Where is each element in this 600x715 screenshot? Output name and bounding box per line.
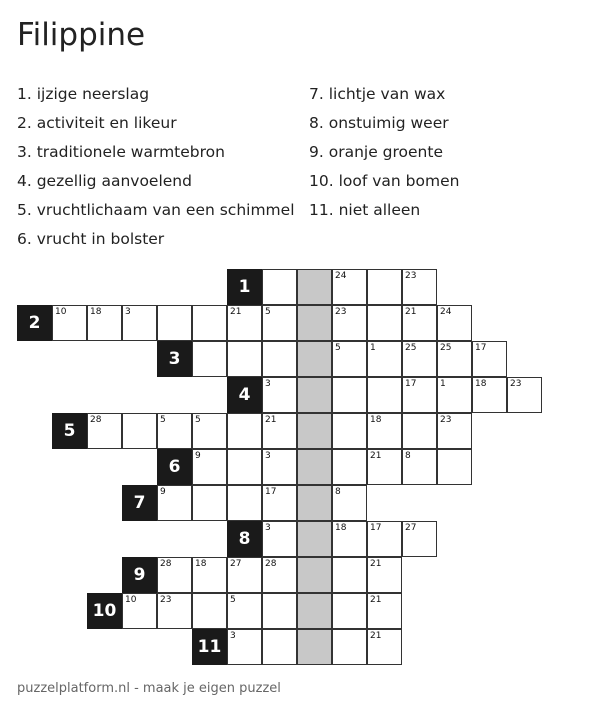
grid-cell[interactable] <box>262 341 297 377</box>
cell-number: 24 <box>335 271 347 281</box>
row-label-8: 8 <box>227 521 262 557</box>
grid-cell[interactable] <box>227 341 262 377</box>
grid-cell[interactable] <box>332 305 367 341</box>
cell-number: 5 <box>230 595 236 605</box>
cell-number: 17 <box>370 523 382 533</box>
cell-number: 27 <box>405 523 417 533</box>
grid-cell[interactable] <box>192 485 227 521</box>
grid-cell[interactable] <box>437 341 472 377</box>
grid-cell[interactable] <box>227 485 262 521</box>
grid-cell[interactable] <box>157 557 192 593</box>
grid-cell[interactable] <box>367 377 402 413</box>
clue-10: 10. loof van bomen <box>309 172 460 190</box>
cell-number: 3 <box>265 523 271 533</box>
cell-number: 17 <box>405 379 417 389</box>
cell-number: 23 <box>510 379 522 389</box>
grid-cell[interactable] <box>507 377 542 413</box>
clue-9: 9. oranje groente <box>309 143 443 161</box>
grid-cell[interactable] <box>262 413 297 449</box>
row-label-2: 2 <box>17 305 52 341</box>
cell-number: 5 <box>160 415 166 425</box>
grid-cell[interactable] <box>87 413 122 449</box>
clue-11: 11. niet alleen <box>309 201 421 219</box>
grid-cell[interactable] <box>227 629 262 665</box>
cell-number: 27 <box>230 559 242 569</box>
grid-cell[interactable] <box>227 593 262 629</box>
cell-number: 5 <box>195 415 201 425</box>
cell-number: 21 <box>405 307 417 317</box>
grid-cell[interactable] <box>437 413 472 449</box>
row-label-11: 11 <box>192 629 227 665</box>
grid-cell[interactable] <box>192 593 227 629</box>
grid-cell[interactable] <box>52 305 87 341</box>
cell-number: 3 <box>265 379 271 389</box>
cell-number: 3 <box>265 451 271 461</box>
solution-cell[interactable] <box>297 413 332 449</box>
cell-number: 3 <box>230 631 236 641</box>
grid-cell[interactable] <box>367 341 402 377</box>
row-label-5: 5 <box>52 413 87 449</box>
grid-cell[interactable] <box>367 521 402 557</box>
cell-number: 28 <box>160 559 172 569</box>
grid-cell[interactable] <box>367 269 402 305</box>
cell-number: 23 <box>440 415 452 425</box>
solution-cell[interactable] <box>297 305 332 341</box>
grid-cell[interactable] <box>332 593 367 629</box>
grid-cell[interactable] <box>122 593 157 629</box>
cell-number: 9 <box>195 451 201 461</box>
grid-cell[interactable] <box>157 413 192 449</box>
grid-cell[interactable] <box>402 413 437 449</box>
solution-cell[interactable] <box>297 269 332 305</box>
grid-cell[interactable] <box>157 485 192 521</box>
row-label-3: 3 <box>157 341 192 377</box>
solution-cell[interactable] <box>297 341 332 377</box>
page-title: Filippine <box>17 17 146 53</box>
cell-number: 23 <box>160 595 172 605</box>
solution-cell[interactable] <box>297 521 332 557</box>
solution-cell[interactable] <box>297 377 332 413</box>
grid-cell[interactable] <box>192 341 227 377</box>
grid-cell[interactable] <box>367 305 402 341</box>
cell-number: 18 <box>475 379 487 389</box>
grid-cell[interactable] <box>262 521 297 557</box>
cell-number: 8 <box>335 487 341 497</box>
row-label-10: 10 <box>87 593 122 629</box>
footer-credit: puzzelplatform.nl - maak je eigen puzzel <box>17 681 281 696</box>
grid-cell[interactable] <box>262 449 297 485</box>
grid-cell[interactable] <box>227 557 262 593</box>
grid-cell[interactable] <box>472 377 507 413</box>
clue-7: 7. lichtje van wax <box>309 85 446 103</box>
cell-number: 23 <box>405 271 417 281</box>
grid-cell[interactable] <box>262 377 297 413</box>
cell-number: 21 <box>265 415 277 425</box>
cell-number: 28 <box>90 415 102 425</box>
cell-number: 5 <box>335 343 341 353</box>
grid-cell[interactable] <box>332 521 367 557</box>
row-label-9: 9 <box>122 557 157 593</box>
cell-number: 17 <box>475 343 487 353</box>
clue-3: 3. traditionele warmtebron <box>17 143 225 161</box>
cell-number: 17 <box>265 487 277 497</box>
cell-number: 18 <box>335 523 347 533</box>
cell-number: 10 <box>55 307 67 317</box>
grid-cell[interactable] <box>192 413 227 449</box>
grid-cell[interactable] <box>332 377 367 413</box>
cell-number: 21 <box>370 595 382 605</box>
grid-cell[interactable] <box>437 377 472 413</box>
grid-cell[interactable] <box>227 413 262 449</box>
cell-number: 24 <box>440 307 452 317</box>
grid-cell[interactable] <box>367 413 402 449</box>
grid-cell[interactable] <box>367 449 402 485</box>
grid-cell[interactable] <box>402 269 437 305</box>
grid-cell[interactable] <box>332 341 367 377</box>
grid-cell[interactable] <box>157 305 192 341</box>
cell-number: 1 <box>370 343 376 353</box>
cell-number: 21 <box>230 307 242 317</box>
grid-cell[interactable] <box>332 485 367 521</box>
solution-cell[interactable] <box>297 629 332 665</box>
grid-cell[interactable] <box>437 449 472 485</box>
cell-number: 10 <box>125 595 137 605</box>
clue-8: 8. onstuimig weer <box>309 114 449 132</box>
grid-cell[interactable] <box>367 593 402 629</box>
grid-cell[interactable] <box>367 629 402 665</box>
grid-cell[interactable] <box>332 629 367 665</box>
cell-number: 3 <box>125 307 131 317</box>
cell-number: 5 <box>265 307 271 317</box>
grid-cell[interactable] <box>402 341 437 377</box>
clue-1: 1. ijzige neerslag <box>17 85 150 103</box>
grid-cell[interactable] <box>227 449 262 485</box>
grid-cell[interactable] <box>262 485 297 521</box>
grid-cell[interactable] <box>227 305 262 341</box>
grid-cell[interactable] <box>332 557 367 593</box>
cell-number: 18 <box>90 307 102 317</box>
grid-cell[interactable] <box>122 413 157 449</box>
grid-cell[interactable] <box>192 305 227 341</box>
grid-cell[interactable] <box>262 629 297 665</box>
row-label-4: 4 <box>227 377 262 413</box>
grid-cell[interactable] <box>87 305 122 341</box>
grid-cell[interactable] <box>402 305 437 341</box>
grid-cell[interactable] <box>332 269 367 305</box>
cell-number: 21 <box>370 559 382 569</box>
grid-cell[interactable] <box>122 305 157 341</box>
grid-cell[interactable] <box>262 269 297 305</box>
cell-number: 9 <box>160 487 166 497</box>
grid-cell[interactable] <box>192 449 227 485</box>
grid-cell[interactable] <box>157 593 192 629</box>
grid-cell[interactable] <box>262 557 297 593</box>
grid-cell[interactable] <box>332 413 367 449</box>
row-label-7: 7 <box>122 485 157 521</box>
clue-4: 4. gezellig aanvoelend <box>17 172 192 190</box>
clue-6: 6. vrucht in bolster <box>17 230 165 248</box>
cell-number: 25 <box>440 343 452 353</box>
grid-cell[interactable] <box>437 305 472 341</box>
grid-cell[interactable] <box>402 449 437 485</box>
cell-number: 28 <box>265 559 277 569</box>
grid-cell[interactable] <box>262 593 297 629</box>
solution-cell[interactable] <box>297 449 332 485</box>
cell-number: 23 <box>335 307 347 317</box>
row-label-1: 1 <box>227 269 262 305</box>
cell-number: 21 <box>370 451 382 461</box>
cell-number: 18 <box>370 415 382 425</box>
grid-cell[interactable] <box>402 377 437 413</box>
grid-cell[interactable] <box>262 305 297 341</box>
grid-cell[interactable] <box>367 557 402 593</box>
cell-number: 1 <box>440 379 446 389</box>
solution-cell[interactable] <box>297 593 332 629</box>
grid-cell[interactable] <box>192 557 227 593</box>
grid-cell[interactable] <box>332 449 367 485</box>
cell-number: 21 <box>370 631 382 641</box>
grid-cell[interactable] <box>402 521 437 557</box>
clue-2: 2. activiteit en likeur <box>17 114 177 132</box>
cell-number: 18 <box>195 559 207 569</box>
grid-cell[interactable] <box>472 341 507 377</box>
solution-cell[interactable] <box>297 485 332 521</box>
solution-cell[interactable] <box>297 557 332 593</box>
cell-number: 25 <box>405 343 417 353</box>
clue-5: 5. vruchtlichaam van een schimmel <box>17 201 295 219</box>
cell-number: 8 <box>405 451 411 461</box>
row-label-6: 6 <box>157 449 192 485</box>
